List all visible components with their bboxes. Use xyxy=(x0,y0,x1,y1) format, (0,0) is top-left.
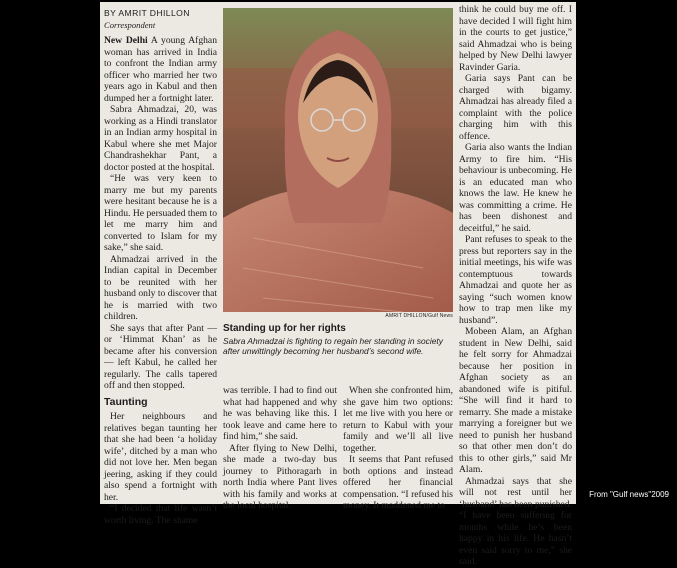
paragraph: Sabra Ahmadzai, 20, was working as a Hindi translator in an Indian army hospital in Kabul where she met Major Chandrashekhar Pant, a doctor posted at the hospital. xyxy=(104,104,217,173)
paragraph: After flying to New Delhi, she made a two-day bus journey to Pithoragarh in north India where Pant lives with his family and works at the local hospital. xyxy=(223,442,337,511)
paragraph: was terrible. I had to find out what had happened and why he was behaving like this. I took leave and came here to find him,” she said. xyxy=(223,385,337,442)
paragraph: Her neighbours and relatives began taunting her that she had been ‘a holiday wife’, ditched by a man who did not love her. Men began jeering, asking if they could also spend a fortnight with her. xyxy=(104,411,217,503)
paragraph: Mobeen Alam, an Afghan student in New Delhi, said he felt sorry for Ahmadzai because her position in Afghan society as an abandoned wife is pitiful. “She will find it hard to remarry. She made a mistake marrying a foreigner but we need to punish her husband so that other men don’t do this to other girls,” said Mr Alam. xyxy=(459,326,572,475)
source-note: From "Gulf news"2009 xyxy=(589,490,669,499)
paragraph: think he could buy me off. I have decided I will fight him in the courts to get justice,” said Ahmadzai who is being helped by New Delhi lawyer Ravinder Garia. xyxy=(459,4,572,73)
article-column-3 xyxy=(343,385,453,512)
paragraph: “I decided that life wasn’t worth living. The shame xyxy=(104,503,217,526)
paragraph: She says that after Pant — or ‘Himmat Khan’ as he became after his conversion — left Kabul, he called her regularly. The calls tapered off and then stopped. xyxy=(104,322,217,391)
paragraph: When she confronted him, she gave him two options: let me live with you here or return to Kabul with your family and we’ll all live together. xyxy=(343,385,453,454)
paragraph: “He was very keen to marry me but my parents were hesitant because he is a Hindu. He persuaded them to let me marry him and converted to Islam for my sake,” she said. xyxy=(104,173,217,253)
paragraph: It seems that Pant refused both options and instead offered her financial compensation. “I refused his money. It maddened me to xyxy=(343,454,453,511)
paragraph: A young Afghan woman has arrived in India to confront the Indian army officer who married her two years ago in Kabul and then dumped her a fortnight later. xyxy=(104,35,217,104)
paragraph: Garia says Pant can be charged with bigamy. Ahmadzai has already filed a complaint with the police charging him with this offence. xyxy=(459,73,572,142)
subheading: Taunting xyxy=(104,395,148,408)
portrait-photo xyxy=(223,8,453,312)
paragraph: Garia also wants the Indian Army to fire him. “His behaviour is unbecoming. He is an educated man who knows the law. He knew he was committing a crime. He has been dishonest and deceitful,” he said. xyxy=(459,142,572,234)
paragraph: Ahmadzai arrived in the Indian capital in December to be reunited with her husband only to discover that he is married with two children. xyxy=(104,253,217,322)
newspaper-clipping xyxy=(100,2,576,567)
caption-text: Sabra Ahmadzai is fighting to regain her standing in society after unwittingly becoming her husband’s second wife. xyxy=(223,336,443,356)
article-column-2 xyxy=(223,385,337,512)
photo-credit: AMRIT DHILLON/Gulf News xyxy=(385,313,453,319)
caption-title: Standing up for her rights xyxy=(223,323,346,334)
paragraph: Ahmadzai says that she will not rest until her ‘husband’ has been punished. “I have been suffering for months while he’s been happy in his life. He hasn’t even said sorry to me,” she said. xyxy=(459,475,572,567)
paragraph: Pant refuses to speak to the press but reporters say in the initial meetings, his wife was contemptuous towards Ahmadzai and quote her as saying “such women know how to trap men like my husband”. xyxy=(459,234,572,326)
dateline: New Delhi xyxy=(104,35,148,46)
article-column-1 xyxy=(104,8,217,526)
article-column-4 xyxy=(459,4,572,568)
byline-role: Correspondent xyxy=(104,19,156,30)
byline: BY AMRIT DHILLON xyxy=(104,8,190,18)
